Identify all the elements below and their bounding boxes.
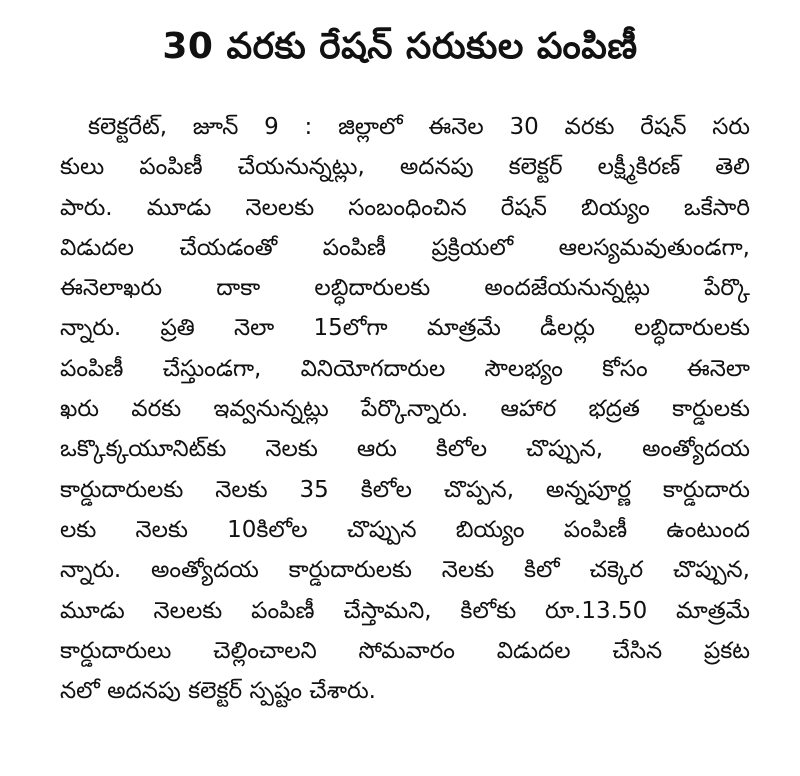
article-line: న్నారు. అంత్యోదయ కార్డుదారులకు నెలకు కిలో చక్కెర చొప్పున, (60, 557, 750, 584)
article-line: లకు నెలకు 10కిలోల చొప్పున బియ్యం పంపిణీ ఉంటుంద (60, 516, 750, 543)
article-line: ఈనెలాఖరు దాకా లబ్ధిదారులకు అందజేయనున్నట్లు పేర్కొ (60, 275, 750, 302)
article-line: కార్డుదారులు చెల్లించాలని సోమవారం విడుదల చేసిన ప్రకట (60, 637, 750, 664)
article-line: మూడు నెలలకు పంపిణీ చేస్తామని, కిలోకు రూ.13.50 మాత్రమే (60, 597, 750, 624)
article-line: విడుదల చేయడంతో పంపిణీ ప్రక్రియలో ఆలస్యమవుతుండగా, (60, 234, 750, 261)
article-headline: 30 వరకు రేషన్ సరుకుల పంపిణీ (162, 26, 638, 67)
article-body (60, 107, 750, 711)
article-line: నలో అదనపు కలెక్టర్ స్పష్టం చేశారు. (60, 678, 376, 705)
article-line: కార్డుదారులకు నెలకు 35 కిలోల చొప్పన, అన్నపూర్ణ కార్డుదారు (60, 476, 750, 503)
article-line: పారు. మూడు నెలలకు సంబంధించిన రేషన్ బియ్యం ఒకేసారి (60, 194, 750, 221)
article-line: ఒక్కొక్కయూనిట్‌కు నెలకు ఆరు కిలోల చొప్పున, అంత్యోదయ (60, 436, 750, 463)
article-line: న్నారు. ప్రతి నెలా 15లోగా మాత్రమే డీలర్లు లబ్ధిదారులకు (60, 315, 750, 342)
article-line: కులు పంపిణీ చేయనున్నట్లు, అదనపు కలెక్టర్ లక్ష్మీకిరణ్ తెలి (60, 154, 750, 181)
article-line: కలెక్టరేట్, జూన్ 9 : జిల్లాలో ఈనెల 30 వరకు రేషన్ సరు (88, 114, 750, 140)
article-line: ఖరు వరకు ఇవ్వనున్నట్లు పేర్కొన్నారు. ఆహార భద్రత కార్డులకు (60, 396, 750, 423)
article-line: పంపిణీ చేస్తుండగా, వినియోగదారుల సౌలభ్యం కోసం ఈనెలా (60, 355, 750, 382)
